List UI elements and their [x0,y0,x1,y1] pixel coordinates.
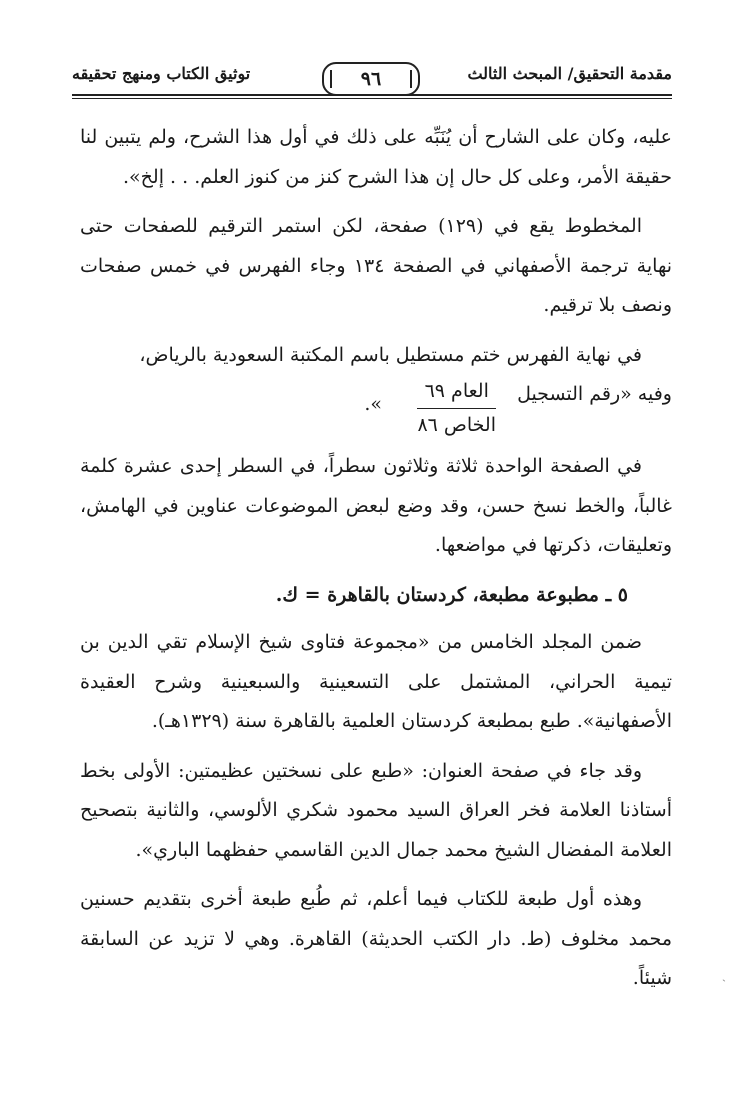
paragraph: في الصفحة الواحدة ثلاثة وثلاثون سطراً، في السطر إحدى عشرة كلمة غالباً، والخط نسخ حسن، وقد وضع لبعض الموضوعات عناوين في الهامش، وتعليقات، ذكرتها في مواضعها. [80,455,672,556]
paragraph: عليه، وكان على الشارح أن يُنَبِّه على ذلك في أول هذا الشرح، ولم يتبين لنا حقيقة الأمر، وعلى كل حال إن هذا الشرح كنز من كنوز العلم. . . إلخ». [80,126,672,188]
paragraph: وقد جاء في صفحة العنوان: «طبع على نسختين عظيمتين: الأولى بخط أستاذنا العلامة فخر العراق السيد محمود شكري الألوسي، والثانية بتصحيح العلامة المفضال الشيخ محمد جمال الدين القاسمي حفظهما الباري». [80,759,672,861]
registration-private: الخاص ٨٦ [417,414,496,436]
page-number: ٩٦ [322,62,420,96]
section-heading: ٥ ـ مطبوعة مطبعة، كردستان بالقاهرة = ك. [275,583,628,606]
registration-fraction [417,375,496,442]
page-number-box [312,58,430,98]
paragraph: في نهاية الفهرس ختم مستطيل باسم المكتبة السعودية بالرياض، [139,343,642,366]
paragraph: المخطوط يقع في (١٢٩) صفحة، لكن استمر الترقيم للصفحات حتى نهاية ترجمة الأصفهاني في الصفحة ١٣٤ وجاء الفهرس في خمس صفحات ونصف بلا ترقيم. [80,215,672,316]
registration-close: ». [364,393,382,415]
header-rule [72,94,672,96]
section-title: توثيق الكتاب ومنهج تحقيقه [72,64,251,83]
margin-mark: ˏ [722,968,726,982]
header-rule-thin [72,98,672,99]
registration-number [80,375,672,439]
registration-general: العام ٦٩ [417,375,496,409]
running-header [72,58,672,98]
paragraph: وهذه أول طبعة للكتاب فيما أعلم، ثم طُبع طبعة أخرى بتقديم حسنين محمد مخلوف (ط. دار الكتب الحديثة) القاهرة. وهي لا تزيد عن السابقة شيئاً. [80,888,672,989]
body-text [80,118,672,1009]
paragraph: ضمن المجلد الخامس من «مجموعة فتاوى شيخ الإسلام تقي الدين بن تيمية الحراني، المشتمل على التسعينية والسبعينية وشرح العقيدة الأصفهانية». طبع بمطبعة كردستان العلمية بالقاهرة سنة (١٣٢٩هـ). [80,631,672,732]
chapter-title: مقدمة التحقيق/ المبحث الثالث [467,64,672,83]
registration-label: وفيه «رقم التسجيل [517,383,672,405]
